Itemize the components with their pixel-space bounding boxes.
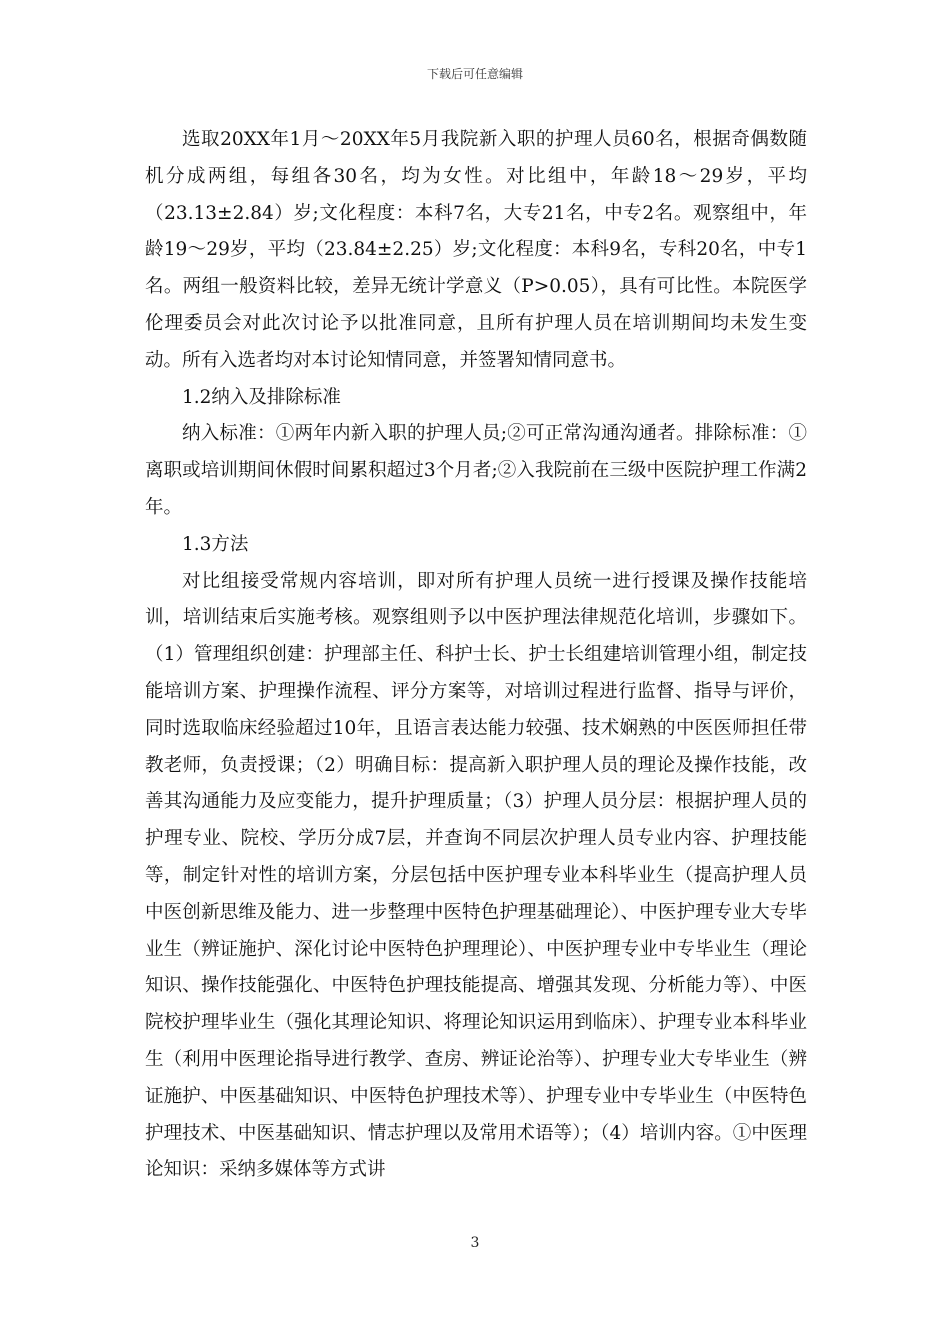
section-heading-criteria: 1.2纳入及排除标准 [182,386,341,408]
paragraph-subjects: 选取20XX年1月～20XX年5月我院新入职的护理人员60名，根据奇偶数随机分成两组，每组各30名，均为女性。对比组中，年龄18～29岁，平均（23.13±2.84）岁;文化程度：本科7名，大专21名，中专2名。观察组中，年龄19～29岁，平均（23.84±2.25）岁;文化程度：本科9名，专科20名，中专1名。两组一般资料比较，差异无统计学意义（P>0.05），具有可比性。本院医学伦理委员会对此次讨论予以批准同意，且所有护理人员在培训期间均未发生变动。所有入选者均对本讨论知情同意，并签署知情同意书。 [145,129,807,371]
page-number: 3 [470,1235,480,1251]
page-header-note: 下载后可任意编辑 [426,67,523,81]
section-heading-methods: 1.3方法 [182,533,249,555]
paragraph-methods: 对比组接受常规内容培训，即对所有护理人员统一进行授课及操作技能培训，培训结束后实施考核。观察组则予以中医护理法律规范化培训，步骤如下。（1）管理组织创建：护理部主任、科护士长、护士长组建培训管理小组，制定技能培训方案、护理操作流程、评分方案等，对培训过程进行监督、指导与评价，同时选取临床经验超过10年，且语言表达能力较强、技术娴熟的中医医师担任带教老师，负责授课；（2）明确目标：提高新入职护理人员的理论及操作技能，改善其沟通能力及应变能力，提升护理质量；（3）护理人员分层：根据护理人员的护理专业、院校、学历分成7层，并查询不同层次护理人员专业内容、护理技能等，制定针对性的培训方案，分层包括中医护理专业本科毕业生（提高护理人员中医创新思维及能力、进一步整理中医特色护理基础理论）、中医护理专业大专毕业生（辨证施护、深化讨论中医特色护理理论）、中医护理专业中专毕业生（理论知识、操作技能强化、中医特色护理技能提高、增强其发现、分析能力等）、中医院校护理毕业生（强化其理论知识、将理论知识运用到临床）、护理专业本科毕业生（利用中医理论指导进行教学、查房、辨证论治等）、护理专业大专毕业生（辨证施护、中医基础知识、中医特色护理技术等）、护理专业中专毕业生（中医特色护理技术、中医基础知识、情志护理以及常用术语等）；（4）培训内容。①中医理论知识：采纳多媒体等方式讲 [145,570,807,1181]
paragraph-criteria: 纳入标准：①两年内新入职的护理人员;②可正常沟通沟通者。排除标准：①离职或培训期间休假时间累积超过3个月者;②入我院前在三级中医院护理工作满2年。 [145,423,807,518]
document-body [145,122,807,1189]
